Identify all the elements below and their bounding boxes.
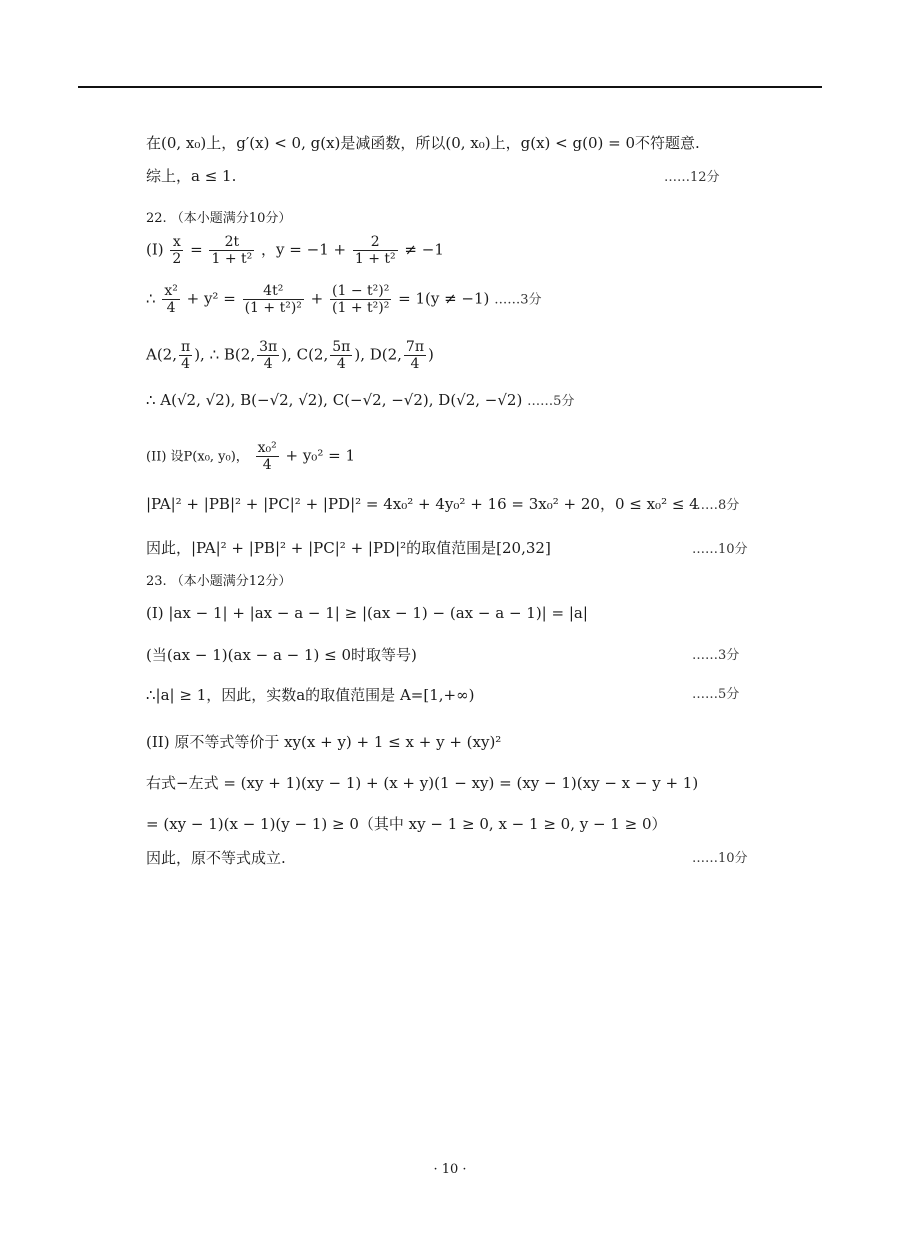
text-line: ∴|a| ≥ 1，因此，实数a的取值范围是 A=[1,+∞) xyxy=(146,686,475,704)
formula-line: 右式−左式 = (xy + 1)(xy − 1) + (x + y)(1 − xy) = (xy − 1)(xy − x − y + 1) xyxy=(146,774,699,792)
fraction: $\frac{\text{(1 − t²)²}}{\text{(1 + t²)²}}$ xyxy=(332,283,390,317)
formula-line: (I) $\frac{x}{2}$ = $\frac{2t}{\text{1 + t²}}$ ，y = −1 + $\frac{2}{\text{1 + t²}}$ ≠ −1 xyxy=(146,234,444,268)
section-heading: 22. （本小题满分10分） xyxy=(146,211,292,226)
fraction: $\frac{7\pi}{4}$ xyxy=(405,339,425,373)
fraction: $\frac{5\pi}{4}$ xyxy=(332,339,351,373)
text-line: 因此，|PA|² + |PB|² + |PC|² + |PD|²的取值范围是[20,32] xyxy=(146,539,551,557)
formula-line: |PA|² + |PB|² + |PC|² + |PD|² = 4x₀² + 4y₀² + 16 = 3x₀² + 20，0 ≤ x₀² ≤ 4 xyxy=(146,495,699,513)
formula-line: ∴ $\frac{\text{x²}}{4}$ + y² = $\frac{\text{4t²}}{\text{(1 + t²)²}}$ + $\frac{\text{(1 − t²)²}}{\text{(1 + t²)²}}$ = 1(y ≠ −1) ……3分 xyxy=(146,283,542,317)
fraction: $\frac{\pi}{4}$ xyxy=(181,339,191,373)
text-line: 在(0, x₀)上，g′(x) < 0, g(x)是减函数，所以(0, x₀)上，g(x) < g(0) = 0不符题意. xyxy=(146,134,700,152)
fraction: $\frac{\text{4t²}}{\text{(1 + t²)²}}$ xyxy=(244,283,302,317)
fraction: $\frac{3\pi}{4}$ xyxy=(259,339,278,373)
fraction: $\frac{x}{2}$ xyxy=(172,234,182,268)
formula-line: A(2, $\frac{\pi}{4}$ ), ∴ B(2, $\frac{3\pi}{4}$ ), C(2, $\frac{5\pi}{4}$ ), D(2, $\frac{7\pi}{4}$ ) xyxy=(146,339,434,373)
section-heading: 23. （本小题满分12分） xyxy=(146,574,292,589)
score-mark: ……10分 xyxy=(692,542,748,557)
score-mark: ……5分 xyxy=(527,394,575,409)
formula-line: (I) |ax − 1| + |ax − a − 1| ≥ |(ax − 1) − (ax − a − 1)| = |a| xyxy=(146,604,588,622)
fraction: $\frac{\text{x₀²}}{4}$ xyxy=(257,440,277,474)
formula-line: (II) 设P(x₀, y₀)， $\frac{\text{x₀²}}{4}$ + y₀² = 1 xyxy=(146,440,355,474)
formula-line: ∴ A(√2, √2), B(−√2, √2), C(−√2, −√2), D(√2, −√2) ……5分 xyxy=(146,391,575,409)
text-line: 综上，a ≤ 1. xyxy=(146,167,237,185)
fraction: $\frac{2}{\text{1 + t²}}$ xyxy=(354,234,396,268)
page-number: · 10 · xyxy=(433,1162,467,1177)
text-line: (II) 原不等式等价于 xy(x + y) + 1 ≤ x + y + (xy)² xyxy=(146,733,502,751)
header-rule xyxy=(78,86,822,88)
score-mark: ……10分 xyxy=(692,851,748,866)
formula-line: = (xy − 1)(x − 1)(y − 1) ≥ 0（其中 xy − 1 ≥ 0, x − 1 ≥ 0, y − 1 ≥ 0） xyxy=(146,815,667,833)
text-line: (当(ax − 1)(ax − a − 1) ≤ 0时取等号) xyxy=(146,646,417,664)
score-mark: ……3分 xyxy=(692,648,740,663)
score-mark: ……3分 xyxy=(494,292,542,308)
score-mark: ……8分 xyxy=(692,498,740,513)
score-mark: ……5分 xyxy=(692,687,740,702)
fraction: $\frac{\text{x²}}{4}$ xyxy=(164,283,178,317)
fraction: $\frac{2t}{\text{1 + t²}}$ xyxy=(211,234,253,268)
text-line: 因此，原不等式成立. xyxy=(146,849,286,867)
score-mark: ……12分 xyxy=(664,170,720,185)
